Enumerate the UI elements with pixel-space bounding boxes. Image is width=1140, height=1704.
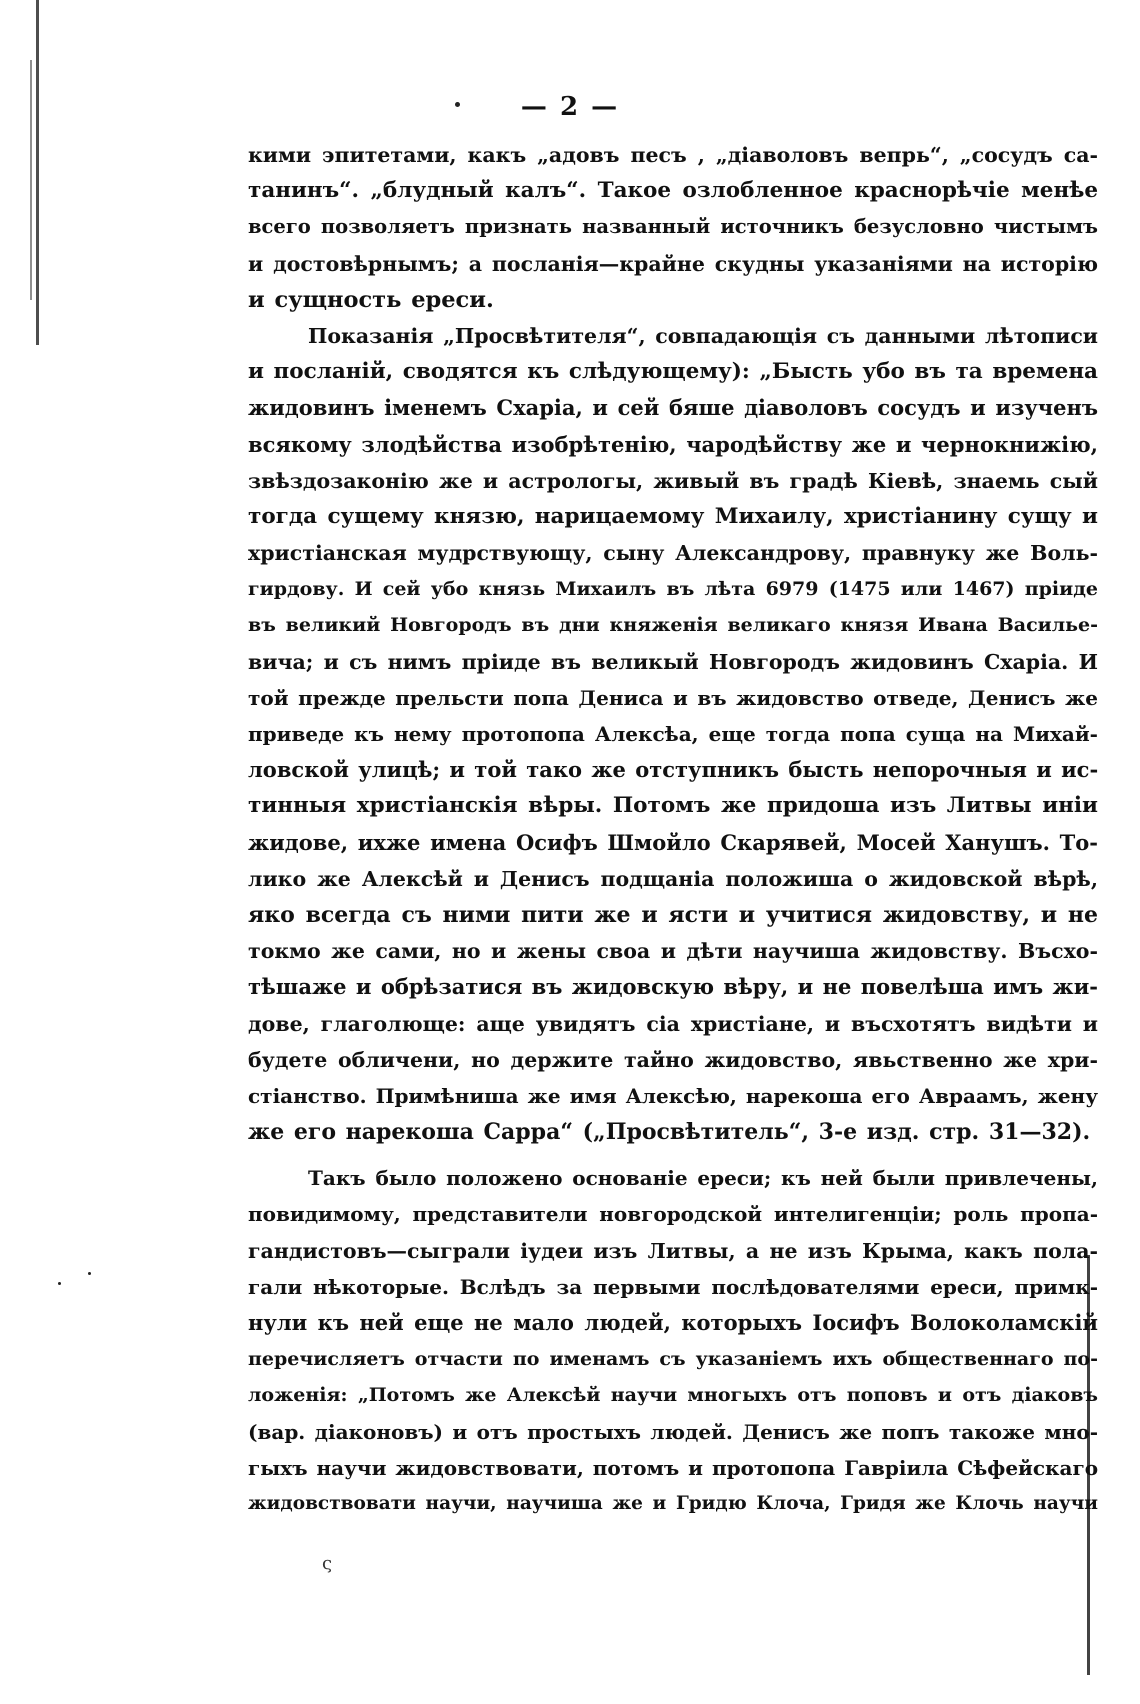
text-line: и посланій, сводятся къ слѣдующему): „Бысть убо въ та времена	[248, 359, 1098, 385]
text-line: кими эпитетами, какъ „адовъ песъ , „діаволовъ вепрь“, „сосудъ са-	[248, 143, 1098, 167]
scan-edge-left	[36, 0, 39, 345]
text-line: въ великий Новгородъ въ дни княженія великаго князя Ивана Васильe-	[248, 614, 1098, 637]
text-line: дове, глаголюще: аще увидятъ сіа христiане, и въсхотятъ видѣти и	[248, 1011, 1098, 1036]
text-line: (вар. діаконовъ) и отъ простыхъ людей. Денисъ же попъ такожe мно-	[248, 1419, 1098, 1444]
text-line: танинъ“. „блудный калъ“. Такое озлобленное краснорѣчіе менѣе	[248, 178, 1098, 204]
text-line: тинныя христіанскія вѣры. Потомъ же придоша изъ Литвы иніи	[248, 793, 1098, 819]
text-line: перечисляетъ отчасти по именамъ съ указаніемъ ихъ общественнаго по-	[248, 1348, 1098, 1371]
text-line: вича; и съ нимъ пріиде въ великый Новгородъ жидовинъ Схаріа. И	[248, 649, 1098, 674]
scan-dot	[58, 1282, 61, 1285]
text-line: всего позволяетъ признать названный источникъ безусловно чистымъ	[248, 215, 1098, 239]
text-line: жидовствовати научи, научиша же и Гридю Клоча, Гридя же Клочь научи	[248, 1492, 1098, 1514]
text-line: стіанство. Примѣниша же имя Алексѣю, нарекоша его Авраамъ, жену	[248, 1083, 1098, 1108]
text-line: нули къ ней еще не мало людей, которыхъ Іосифъ Волоколамскій	[248, 1310, 1098, 1335]
text-line: ложенія: „Потомъ же Алексѣй научи многыхъ отъ поповъ и отъ діаковъ	[248, 1384, 1098, 1407]
text-line: токмо же сами, но и жены своа и дѣти научиша жидовству. Въсхо-	[248, 939, 1098, 964]
text-line: приведе къ нему протопопа Алексѣа, еще тогда попа суща на Михай-	[248, 722, 1098, 746]
body-text	[248, 137, 1098, 1522]
footer-mark: ς	[322, 1553, 333, 1574]
text-line: гирдову. И сей убо князь Михаилъ въ лѣта 6979 (1475 или 1467) пріиде	[248, 578, 1098, 601]
text-line: гали нѣкоторые. Вслѣдъ за первыми послѣдователями ереси, примк-	[248, 1274, 1098, 1299]
text-line: повидимому, представители новгородской интелигенціи; роль пропа-	[248, 1202, 1098, 1227]
text-line: и сущность ереси.	[248, 286, 494, 313]
text-line: звѣздозаконію же и астрологы, живый въ градѣ Кіевѣ, знаемь сый	[248, 468, 1098, 493]
text-line: гыхъ научи жидовствовати, потомъ и протопопа Гавріила Сѣфейскаго	[248, 1455, 1099, 1480]
page-number: — 2 —	[520, 92, 620, 122]
text-line: будете обличени, но держите тайно жидовство, явьственно же хри-	[248, 1047, 1098, 1072]
text-line: жидовинъ іменемъ Схаріа, и сей бяше діаволовъ сосудъ и изученъ	[248, 395, 1098, 421]
text-line: и достовѣрнымъ; а посланія—крайне скудны указаніями на исторію	[248, 251, 1098, 276]
text-line: тѣшаже и обрѣзатися въ жидовскую вѣру, и не повелѣша имъ жи-	[248, 974, 1098, 1000]
text-line: Показанія „Просвѣтителя“, совпадающія съ данными лѣтописи	[308, 323, 1098, 348]
scan-dot	[88, 1272, 91, 1275]
text-line: лико же Алексѣй и Денисъ подщаніа положиша о жидовской вѣрѣ,	[248, 866, 1098, 891]
text-line: ловской улицѣ; и той тако же отступникъ бысть непорочныя и ис-	[248, 757, 1099, 783]
text-line: тогда сущему князю, нарицаемому Михаилу, христіанину сущу и	[248, 503, 1098, 529]
text-line: христіанская мудрствующу, сыну Александрову, правнуку же Воль-	[248, 541, 1098, 566]
text-line: гандистовъ—сыграли іудеи изъ Литвы, а не изъ Крыма, какъ пола-	[248, 1238, 1098, 1263]
text-line: яко всегда съ ними пити же и ясти и учитися жидовству, и не	[248, 901, 1098, 928]
text-line: же его нарекоша Сарра“ („Просвѣтитель“, 3-е изд. стр. 31—32).	[248, 1119, 1091, 1146]
text-line: Такъ было положено основаніе ереси; къ ней были привлечены,	[308, 1166, 1098, 1191]
text-line: жидове, ихже имена Осифъ Шмойло Скарявей, Мосей Ханушъ. То-	[248, 829, 1098, 855]
text-line: всякому злодѣйства изобрѣтенію, чародѣйству же и чернокнижію,	[248, 431, 1098, 457]
text-line: той прежде прельсти попа Дениса и въ жидовство отведе, Денисъ же	[248, 685, 1098, 710]
